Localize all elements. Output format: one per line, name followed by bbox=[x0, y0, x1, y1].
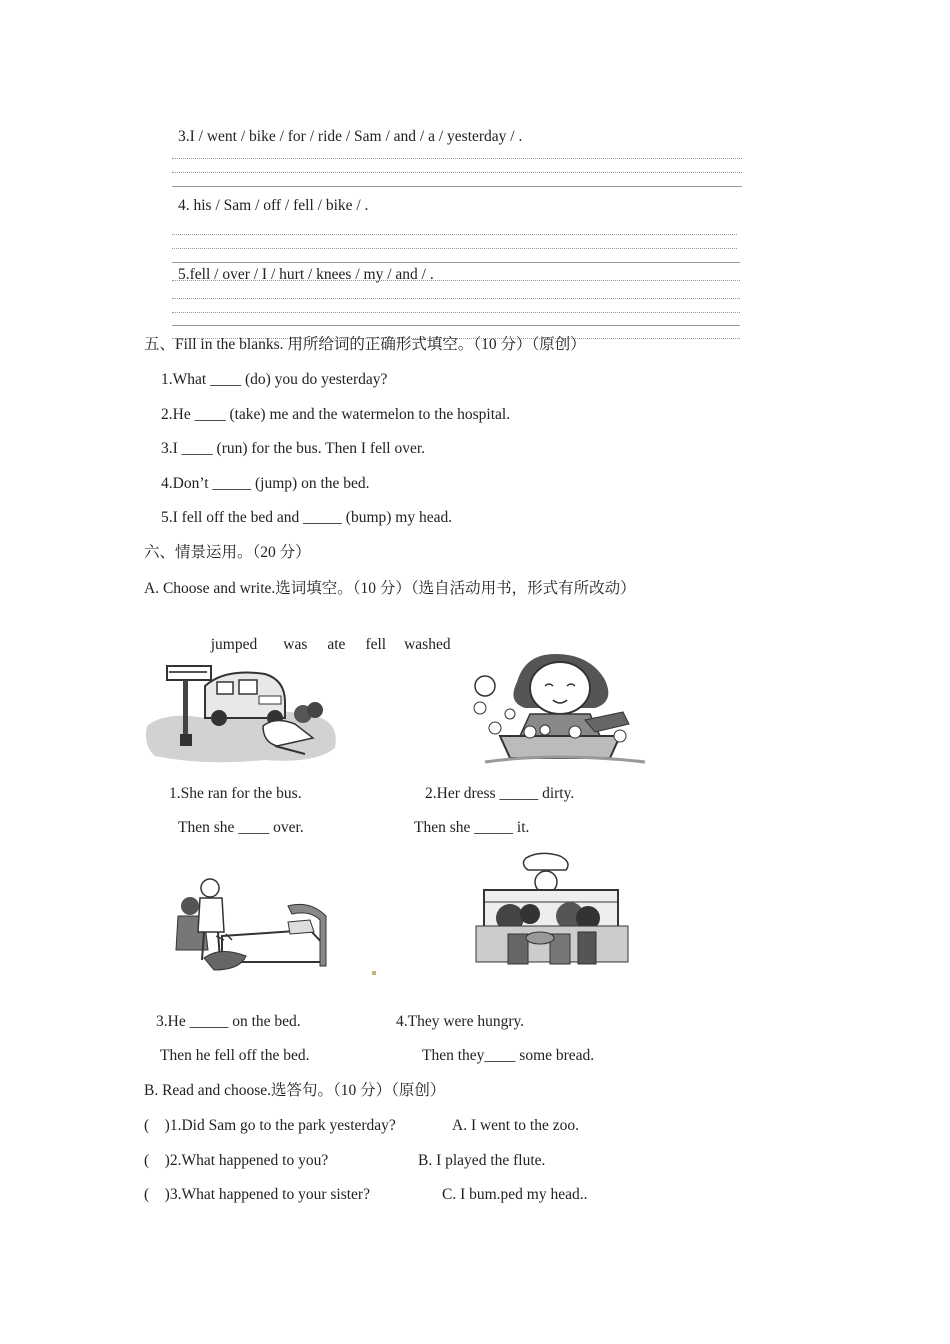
section5-item-1: 1.What ____ (do) you do yesterday? bbox=[161, 371, 388, 388]
bus-fall-illustration bbox=[145, 656, 340, 768]
partA-q2-line2: Then she _____ it. bbox=[414, 819, 530, 836]
partA-q3-line2: Then he fell off the bed. bbox=[160, 1047, 310, 1064]
section5-item-2: 2.He ____ (take) me and the watermelon to the hospital. bbox=[161, 406, 511, 423]
partA-q1-line1: 1.She ran for the bus. bbox=[169, 785, 302, 802]
section5-title: 五、Fill in the blanks. 用所给词的正确形式填空。（10 分）（原创） bbox=[144, 336, 586, 353]
partB-question-3: ( )3.What happened to your sister? bbox=[144, 1186, 370, 1203]
word-bank-word: jumped bbox=[210, 636, 258, 653]
washing-illustration bbox=[445, 652, 665, 768]
partB-question-2: ( )2.What happened to you? bbox=[144, 1152, 329, 1169]
partB-question-1: ( )1.Did Sam go to the park yesterday? bbox=[144, 1117, 396, 1134]
answer-line bbox=[172, 280, 740, 281]
reorder-q4: 4. his / Sam / off / fell / bike / . bbox=[178, 197, 369, 214]
word-bank-word: washed bbox=[404, 636, 451, 653]
answer-line bbox=[172, 158, 742, 159]
partB-answer-2: B. I played the flute. bbox=[418, 1152, 546, 1169]
word-bank-word: fell bbox=[365, 636, 387, 653]
partA-q1-line2: Then she ____ over. bbox=[178, 819, 304, 836]
divider bbox=[172, 325, 740, 326]
divider bbox=[172, 262, 740, 263]
section5-item-4: 4.Don’t _____ (jump) on the bed. bbox=[161, 475, 370, 492]
answer-line bbox=[172, 248, 737, 249]
partB-title: B. Read and choose.选答句。（10 分）（原创） bbox=[144, 1082, 446, 1099]
section6-title: 六、情景运用。（20 分） bbox=[144, 544, 311, 561]
partA-q4-line1: 4.They were hungry. bbox=[396, 1013, 525, 1030]
answer-line bbox=[172, 172, 742, 173]
reorder-q3: 3.I / went / bike / for / ride / Sam / and / a / yesterday / . bbox=[178, 128, 523, 145]
partB-answer-1: A. I went to the zoo. bbox=[452, 1117, 579, 1134]
partB-answer-3: C. I bum.ped my head.. bbox=[442, 1186, 588, 1203]
section5-item-5: 5.I fell off the bed and _____ (bump) my head. bbox=[161, 509, 453, 526]
partA-title: A. Choose and write.选词填空。（10 分）（选自活动用书，形式有所改动） bbox=[144, 580, 636, 597]
reorder-q5: 5.fell / over / I / hurt / knees / my / and / . bbox=[178, 266, 434, 283]
partA-q4-line2: Then they____ some bread. bbox=[422, 1047, 595, 1064]
word-bank-word: ate bbox=[327, 636, 346, 653]
eating-illustration bbox=[470, 852, 640, 976]
partA-q3-line1: 3.He _____ on the bed. bbox=[156, 1013, 301, 1030]
stray-dot bbox=[372, 971, 376, 975]
partA-q2-line1: 2.Her dress _____ dirty. bbox=[425, 785, 575, 802]
bed-fall-illustration bbox=[160, 876, 332, 976]
answer-line bbox=[172, 298, 740, 299]
answer-line bbox=[172, 234, 737, 235]
divider bbox=[172, 186, 742, 187]
section5-item-3: 3.I ____ (run) for the bus. Then I fell over. bbox=[161, 440, 426, 457]
word-bank-word: was bbox=[283, 636, 308, 653]
answer-line bbox=[172, 312, 740, 313]
word-bank bbox=[203, 615, 451, 655]
